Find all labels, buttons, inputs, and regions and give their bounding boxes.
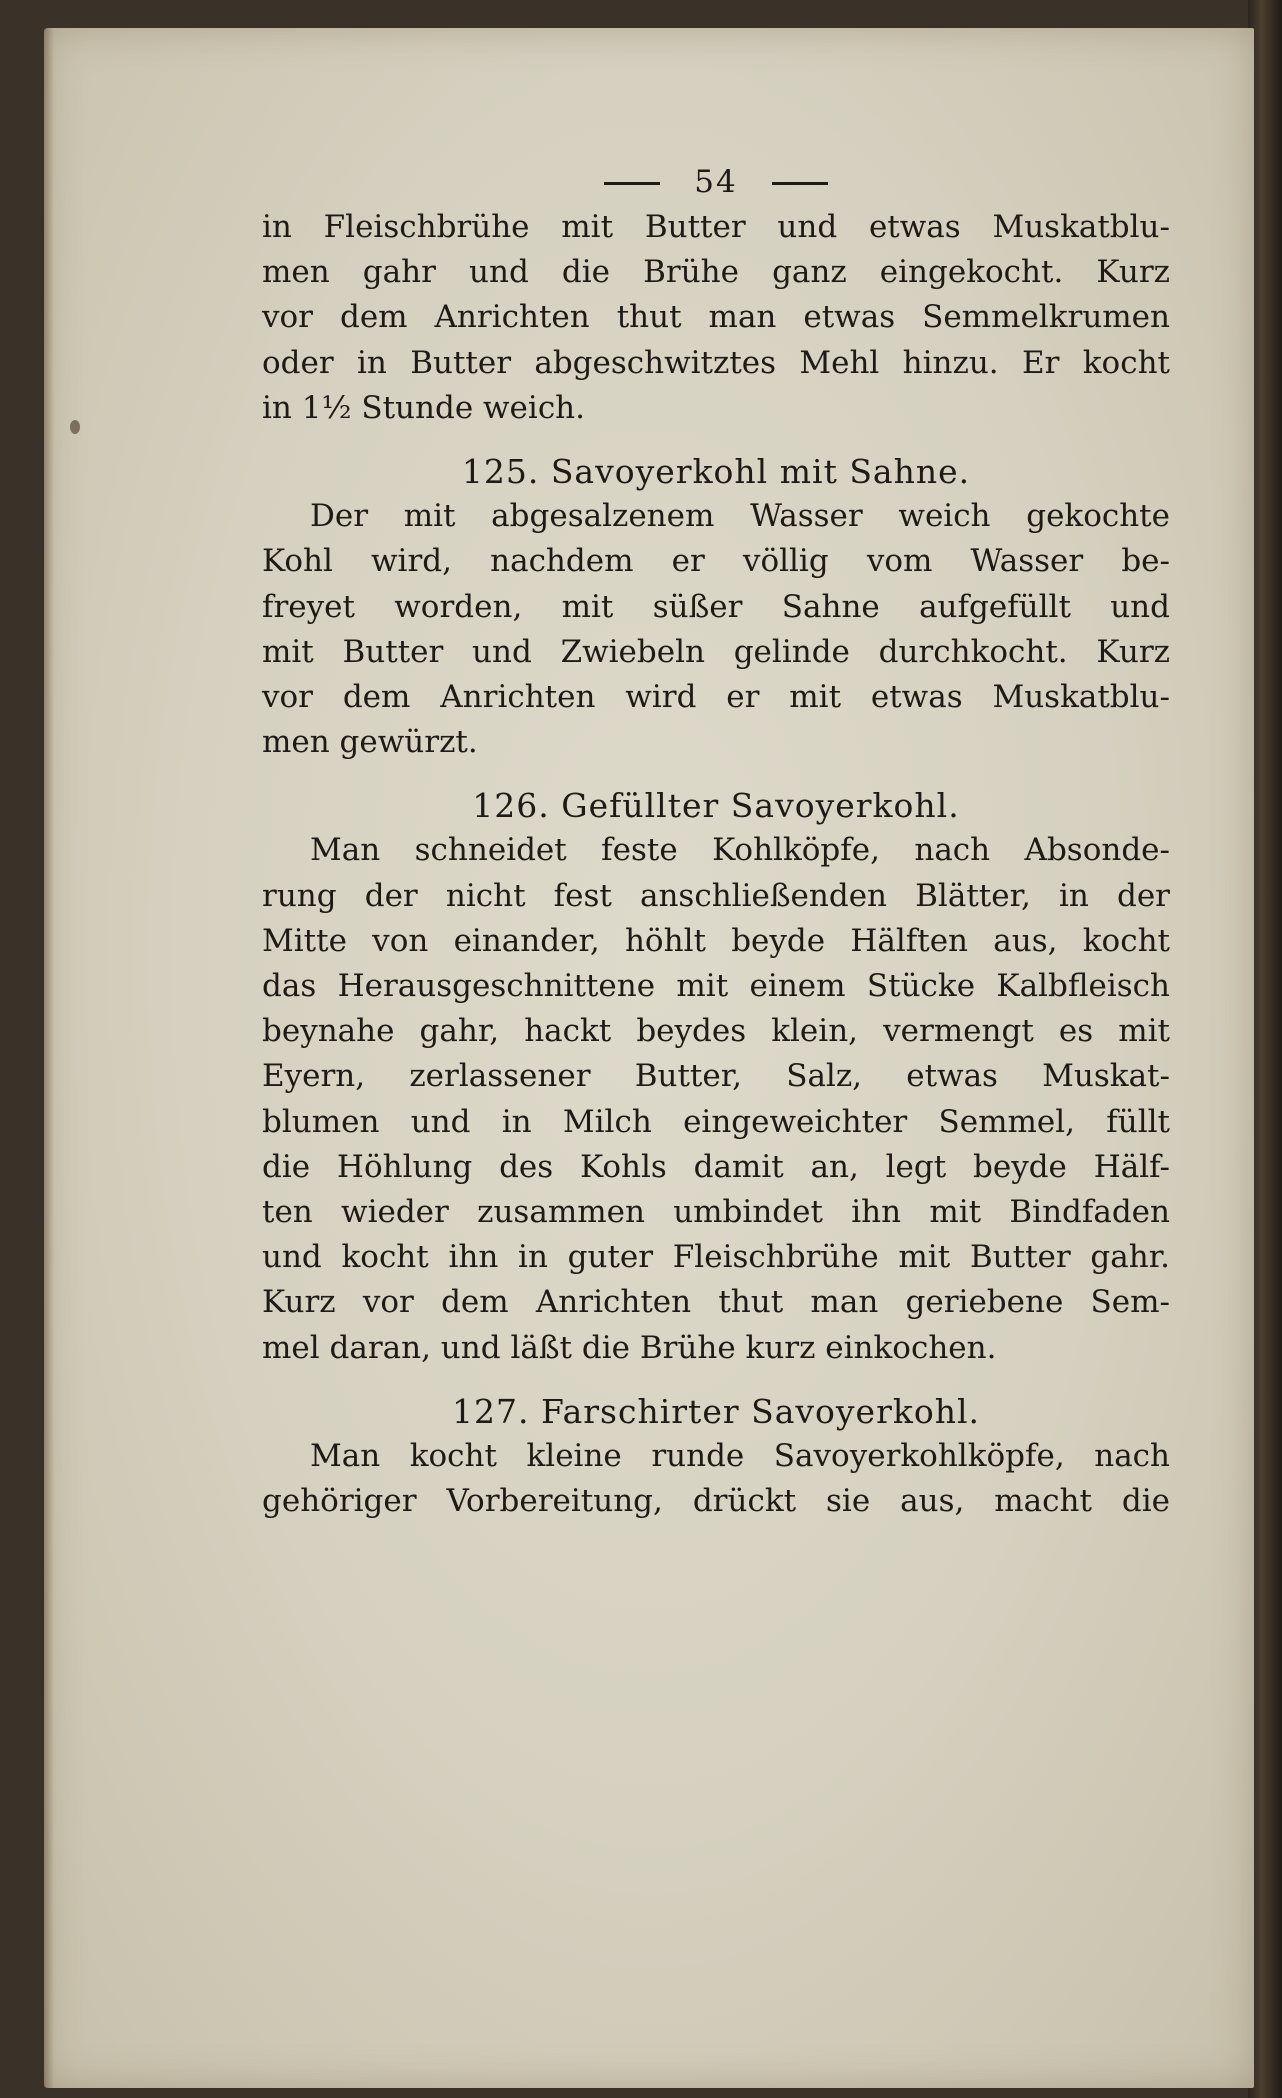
text-line: men gahr und die Brühe ganz eingekocht. Kurz bbox=[262, 254, 1170, 291]
text-line: ten wieder zusammen umbindet ihn mit Bindfaden bbox=[262, 1193, 1170, 1230]
text-line: Kohl wird, nachdem er völlig vom Wasser be- bbox=[262, 543, 1170, 580]
text-line: in 1½ Stunde weich. bbox=[262, 389, 586, 426]
text-line: mit Butter und Zwiebeln gelinde durchkocht. Kurz bbox=[262, 633, 1170, 670]
text-line: vor dem Anrichten thut man etwas Semmelkrumen bbox=[262, 299, 1170, 336]
recipe-126 bbox=[262, 783, 1170, 1370]
page-text bbox=[262, 160, 1170, 1524]
text-line: Mitte von einander, höhlt beyde Hälften aus, kocht bbox=[262, 922, 1170, 959]
recipe-125 bbox=[262, 449, 1170, 765]
text-line: oder in Butter abgeschwitztes Mehl hinzu. Er kocht bbox=[262, 344, 1170, 381]
header-dash-left bbox=[604, 182, 660, 185]
text-line: rung der nicht fest anschließenden Blätter, in der bbox=[262, 877, 1170, 914]
text-line: men gewürzt. bbox=[262, 724, 478, 761]
text-line: das Herausgeschnittene mit einem Stücke Kalbfleisch bbox=[262, 968, 1170, 1004]
text-line: beynahe gahr, hackt beydes klein, vermengt es mit bbox=[262, 1013, 1170, 1050]
text-line: die Höhlung des Kohls damit an, legt beyde Hälf- bbox=[262, 1148, 1170, 1185]
text-line: gehöriger Vorbereitung, drückt sie aus, macht die bbox=[262, 1483, 1170, 1520]
recipe-127 bbox=[262, 1389, 1170, 1525]
text-line: Eyern, zerlassener Butter, Salz, etwas Muskat- bbox=[262, 1058, 1170, 1095]
text-line: Man kocht kleine runde Savoyerkohlköpfe, nach bbox=[310, 1437, 1170, 1474]
page-gutter-shadow bbox=[44, 28, 54, 2088]
recipe-heading: 125. Savoyerkohl mit Sahne. bbox=[461, 451, 971, 491]
text-line: Man schneidet feste Kohlköpfe, nach Absonde- bbox=[310, 832, 1170, 869]
page-number: 54 bbox=[694, 164, 738, 200]
text-line: vor dem Anrichten wird er mit etwas Muskatblu- bbox=[262, 678, 1170, 715]
text-line: Kurz vor dem Anrichten thut man geriebene Sem- bbox=[262, 1284, 1170, 1321]
text-line: Der mit abgesalzenem Wasser weich gekochte bbox=[310, 498, 1170, 535]
recipe-heading: 127. Farschirter Savoyerkohl. bbox=[451, 1391, 981, 1431]
header-dash-right bbox=[772, 182, 828, 185]
text-line: mel daran, und läßt die Brühe kurz einkochen. bbox=[262, 1329, 997, 1366]
text-line: in Fleischbrühe mit Butter und etwas Muskatblu- bbox=[262, 209, 1170, 245]
ink-stain bbox=[70, 420, 80, 434]
text-line: blumen und in Milch eingeweichter Semmel, füllt bbox=[262, 1103, 1170, 1140]
recipe-heading: 126. Gefüllter Savoyerkohl. bbox=[472, 786, 960, 826]
page-header bbox=[262, 160, 1170, 205]
text-line: freyet worden, mit süßer Sahne aufgefüllt und bbox=[262, 588, 1170, 625]
intro-paragraph bbox=[262, 205, 1170, 431]
text-line: und kocht ihn in guter Fleischbrühe mit Butter gahr. bbox=[262, 1239, 1170, 1276]
